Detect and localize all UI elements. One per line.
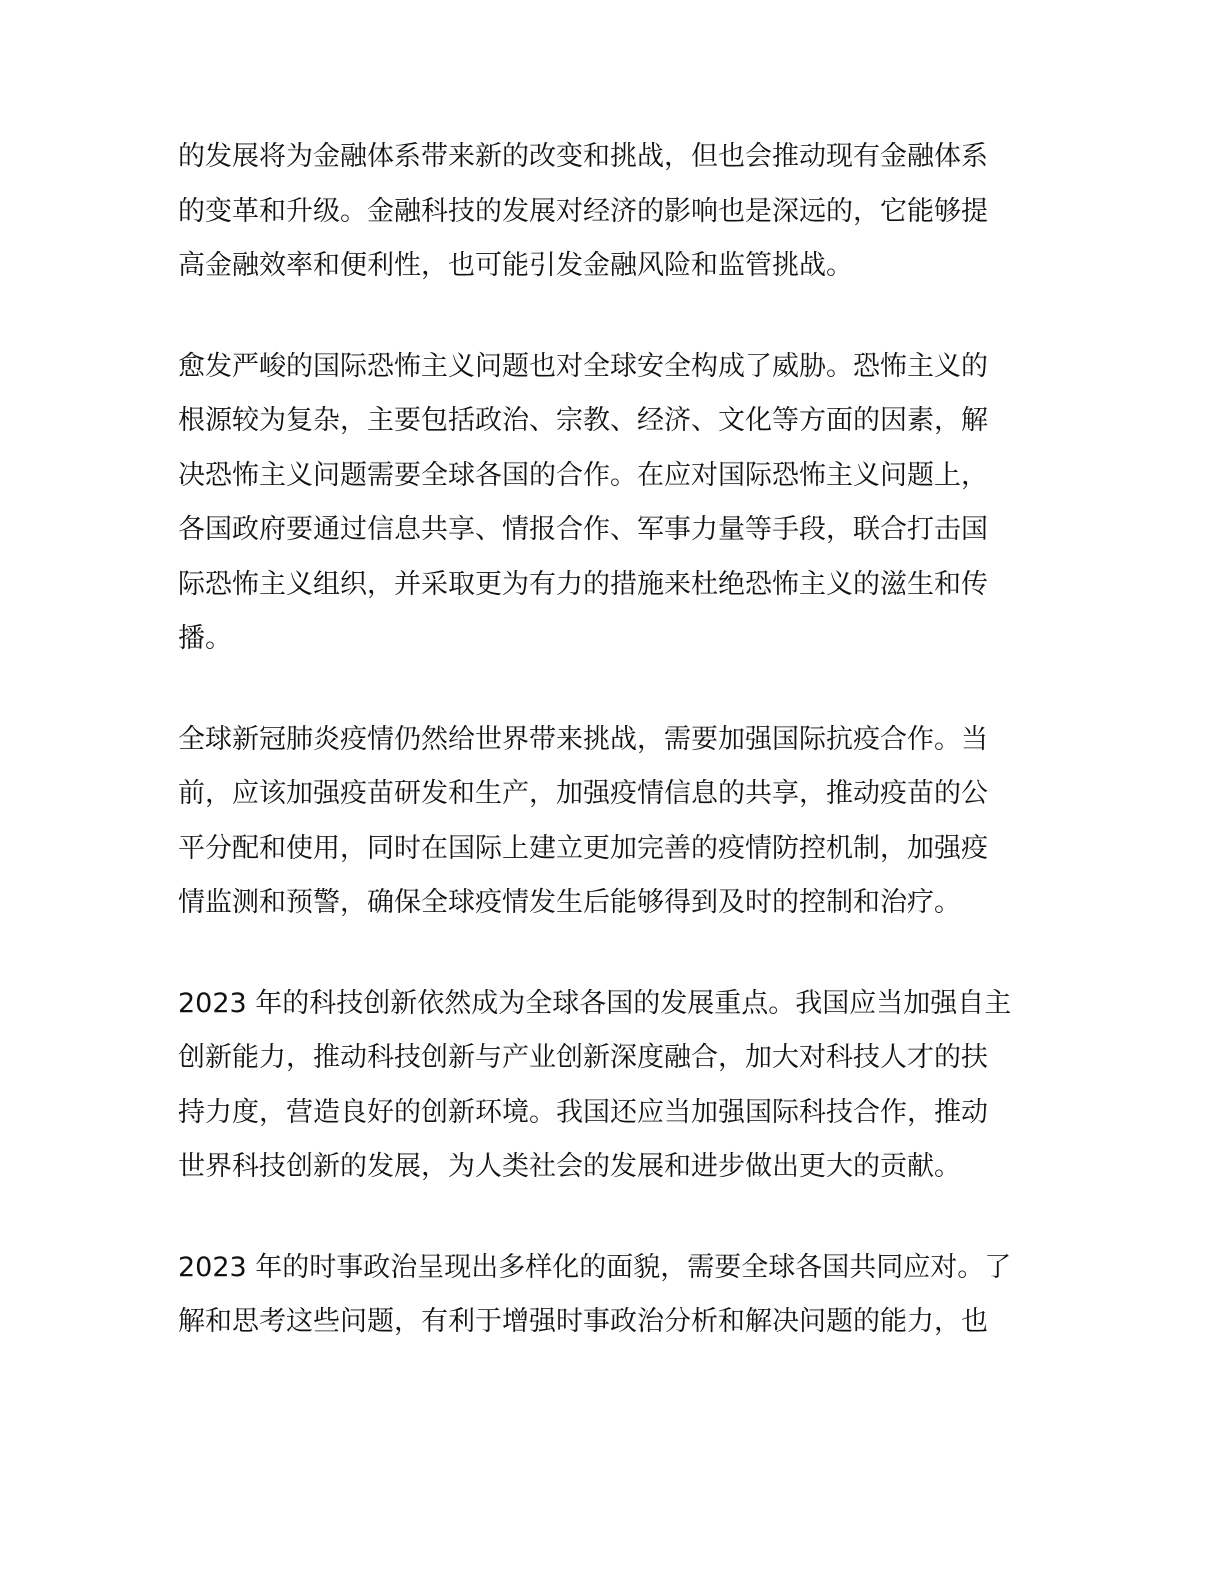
text-line: 解和思考这些问题，有利于增强时事政治分析和解决问题的能力，也	[178, 1306, 988, 1337]
text-line: 播。	[178, 623, 232, 654]
text-line: 的发展将为金融体系带来新的改变和挑战，但也会推动现有金融体系	[178, 141, 988, 172]
paragraph-fintech	[178, 130, 1034, 294]
paragraph-pandemic	[178, 713, 1034, 931]
text-line: 世界科技创新的发展，为人类社会的发展和进步做出更大的贡献。	[178, 1151, 961, 1182]
paragraph-tech-innovation	[178, 977, 1034, 1195]
text-line: 各国政府要通过信息共享、情报合作、军事力量等手段，联合打击国	[178, 514, 988, 545]
paragraph-current-affairs	[178, 1241, 1034, 1350]
text-line: 创新能力，推动科技创新与产业创新深度融合，加大对科技人才的扶	[178, 1042, 988, 1073]
text-line: 高金融效率和便利性，也可能引发金融风险和监管挑战。	[178, 250, 853, 281]
document-page	[178, 130, 1034, 1396]
text-line: 决恐怖主义问题需要全球各国的合作。在应对国际恐怖主义问题上，	[178, 459, 988, 491]
text-line: 2023 年的科技创新依然成为全球各国的发展重点。我国应当加强自主	[178, 987, 1012, 1019]
text-line: 情监测和预警，确保全球疫情发生后能够得到及时的控制和治疗。	[178, 887, 961, 918]
text-line: 持力度，营造良好的创新环境。我国还应当加强国际科技合作，推动	[178, 1096, 988, 1128]
text-line: 愈发严峻的国际恐怖主义问题也对全球安全构成了威胁。恐怖主义的	[178, 350, 988, 382]
paragraph-terrorism	[178, 340, 1034, 667]
text-line: 际恐怖主义组织，并采取更为有力的措施来杜绝恐怖主义的滋生和传	[178, 568, 988, 600]
text-line: 根源较为复杂，主要包括政治、宗教、经济、文化等方面的因素，解	[178, 405, 988, 436]
text-line: 的变革和升级。金融科技的发展对经济的影响也是深远的，它能够提	[178, 195, 988, 227]
text-line: 平分配和使用，同时在国际上建立更加完善的疫情防控机制，加强疫	[178, 832, 988, 864]
text-line: 2023 年的时事政治呈现出多样化的面貌，需要全球各国共同应对。了	[178, 1251, 1012, 1283]
text-line: 前，应该加强疫苗研发和生产，加强疫情信息的共享，推动疫苗的公	[178, 778, 988, 809]
text-line: 全球新冠肺炎疫情仍然给世界带来挑战，需要加强国际抗疫合作。当	[178, 723, 988, 755]
